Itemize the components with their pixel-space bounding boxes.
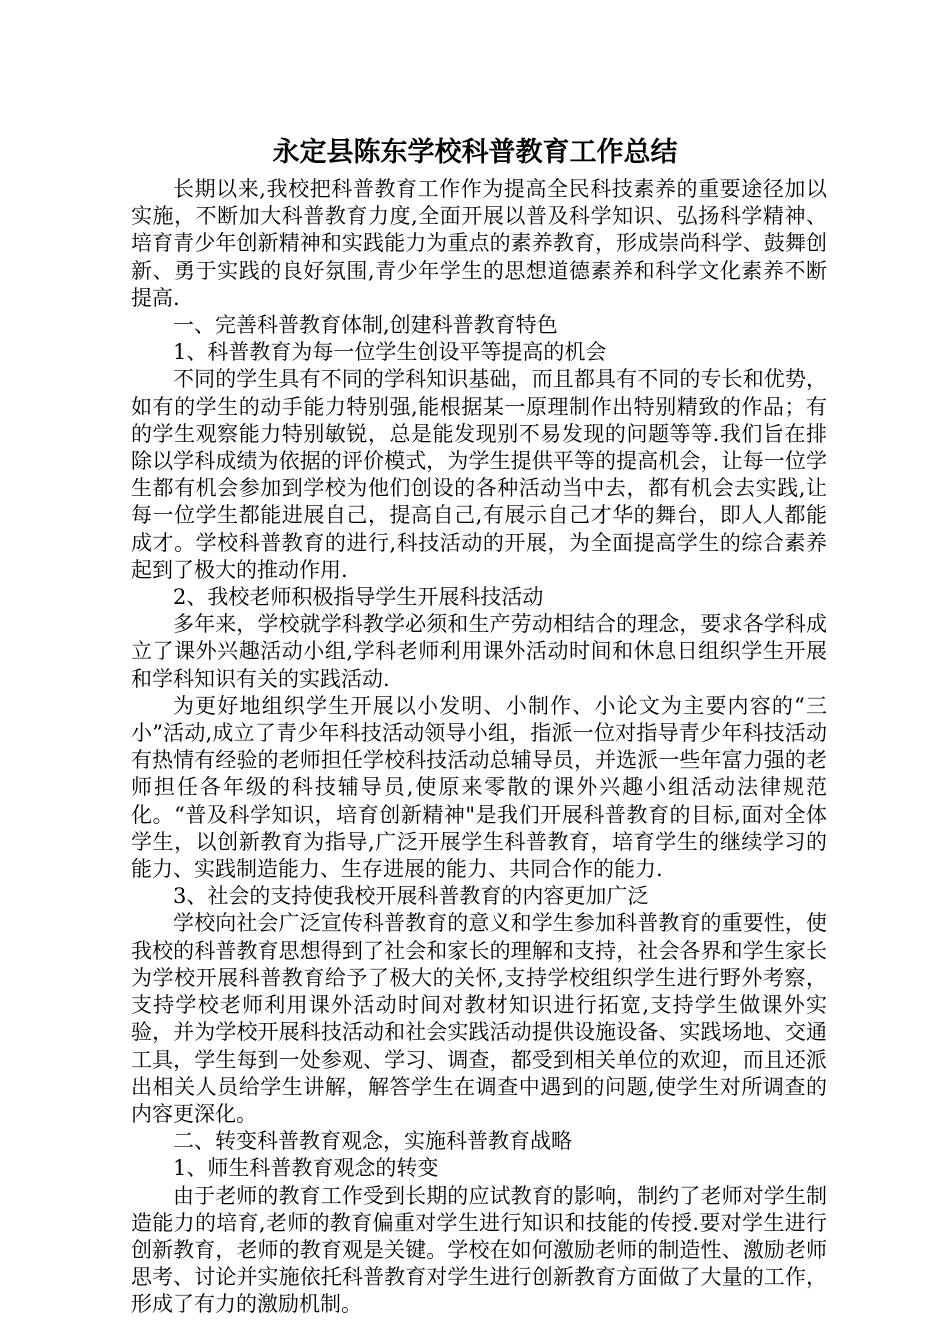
section-heading-2: 二、转变科普教育观念，实施科普教育战略	[173, 1129, 572, 1154]
document-body	[131, 176, 827, 1319]
subsection-heading-1-3: 3、社会的支持使我校开展科普教育的内容更加广泛	[173, 884, 649, 909]
intro-paragraph: 长期以来,我校把科普教育工作作为提高全民科技素养的重要途径加以实施，不断加大科普教育力度,全面开展以普及科学知识、弘扬科学精神、培育青少年创新精神和实践能力为重点的素养教育，形成崇尚科学、鼓舞创新、勇于实践的良好氛围,青少年学生的思想道德素养和科学文化素养不断提高.	[131, 177, 827, 310]
page-title: 永定县陈东学校科普教育工作总结	[272, 137, 678, 168]
subsection-heading-2-1: 1、师生科普教育观念的转变	[173, 1156, 439, 1181]
section-heading-1: 一、完善科普教育体制,创建科普教育特色	[173, 313, 558, 338]
body-paragraph: 学校向社会广泛宣传科普教育的意义和学生参加科普教育的重要性，使我校的科普教育思想得到了社会和家长的理解和支持，社会各界和学生家长为学校开展科普教育给予了极大的关怀,支持学校组织学生进行野外考察，支持学校老师利用课外活动时间对教材知识进行拓宽,支持学生做课外实验，并为学校开展科技活动和社会实践活动提供设施设备、实践场地、交通工具，学生每到一处参观、学习、调查，都受到相关单位的欢迎，而且还派出相关人员给学生讲解，解答学生在调查中遇到的问题,使学生对所调查的内容更深化。	[131, 911, 827, 1126]
subsection-heading-1-1: 1、科普教育为每一位学生创设平等提高的机会	[173, 340, 607, 365]
body-paragraph: 为更好地组织学生开展以小发明、小制作、小论文为主要内容的“三小”活动,成立了青少年科技活动领导小组，指派一位对指导青少年科技活动有热情有经验的老师担任学校科技活动总辅导员，并选派一些年富力强的老师担任各年级的科技辅导员,使原来零散的课外兴趣小组活动法律规范化。“普及科学知识，培育创新精神"是我们开展科普教育的目标,面对全体学生，以创新教育为指导,广泛开展学生科普教育，培育学生的继续学习的能力、实践制造能力、生存进展的能力、共同合作的能力.	[131, 693, 827, 882]
body-paragraph: 不同的学生具有不同的学科知识基础，而且都具有不同的专长和优势，如有的学生的动手能力特别强,能根据某一原理制作出特别精致的作品；有的学生观察能力特别敏锐，总是能发现别不易发现的问题等等.我们旨在排除以学科成绩为依据的评价模式，为学生提供平等的提高机会，让每一位学生都有机会参加到学校为他们创设的各种活动当中去，都有机会去实践,让每一位学生都能进展自己，提高自己,有展示自己才华的舞台，即人人都能成才。学校科普教育的进行,科技活动的开展，为全面提高学生的综合素养起到了极大的推动作用.	[131, 367, 827, 582]
body-paragraph: 由于老师的教育工作受到长期的应试教育的影响，制约了老师对学生制造能力的培育,老师的教育偏重对学生进行知识和技能的传授.要对学生进行创新教育，老师的教育观是关键。学校在如何激励老师的制造性、激励老师思考、讨论并实施依托科普教育对学生进行创新教育方面做了大量的工作，形成了有力的激励机制。	[131, 1183, 827, 1317]
subsection-heading-1-2: 2、我校老师积极指导学生开展科技活动	[173, 585, 544, 610]
body-paragraph: 多年来，学校就学科教学必须和生产劳动相结合的理念，要求各学科成立了课外兴趣活动小组,学科老师利用课外活动时间和休息日组织学生开展和学科知识有关的实践活动.	[131, 612, 827, 691]
